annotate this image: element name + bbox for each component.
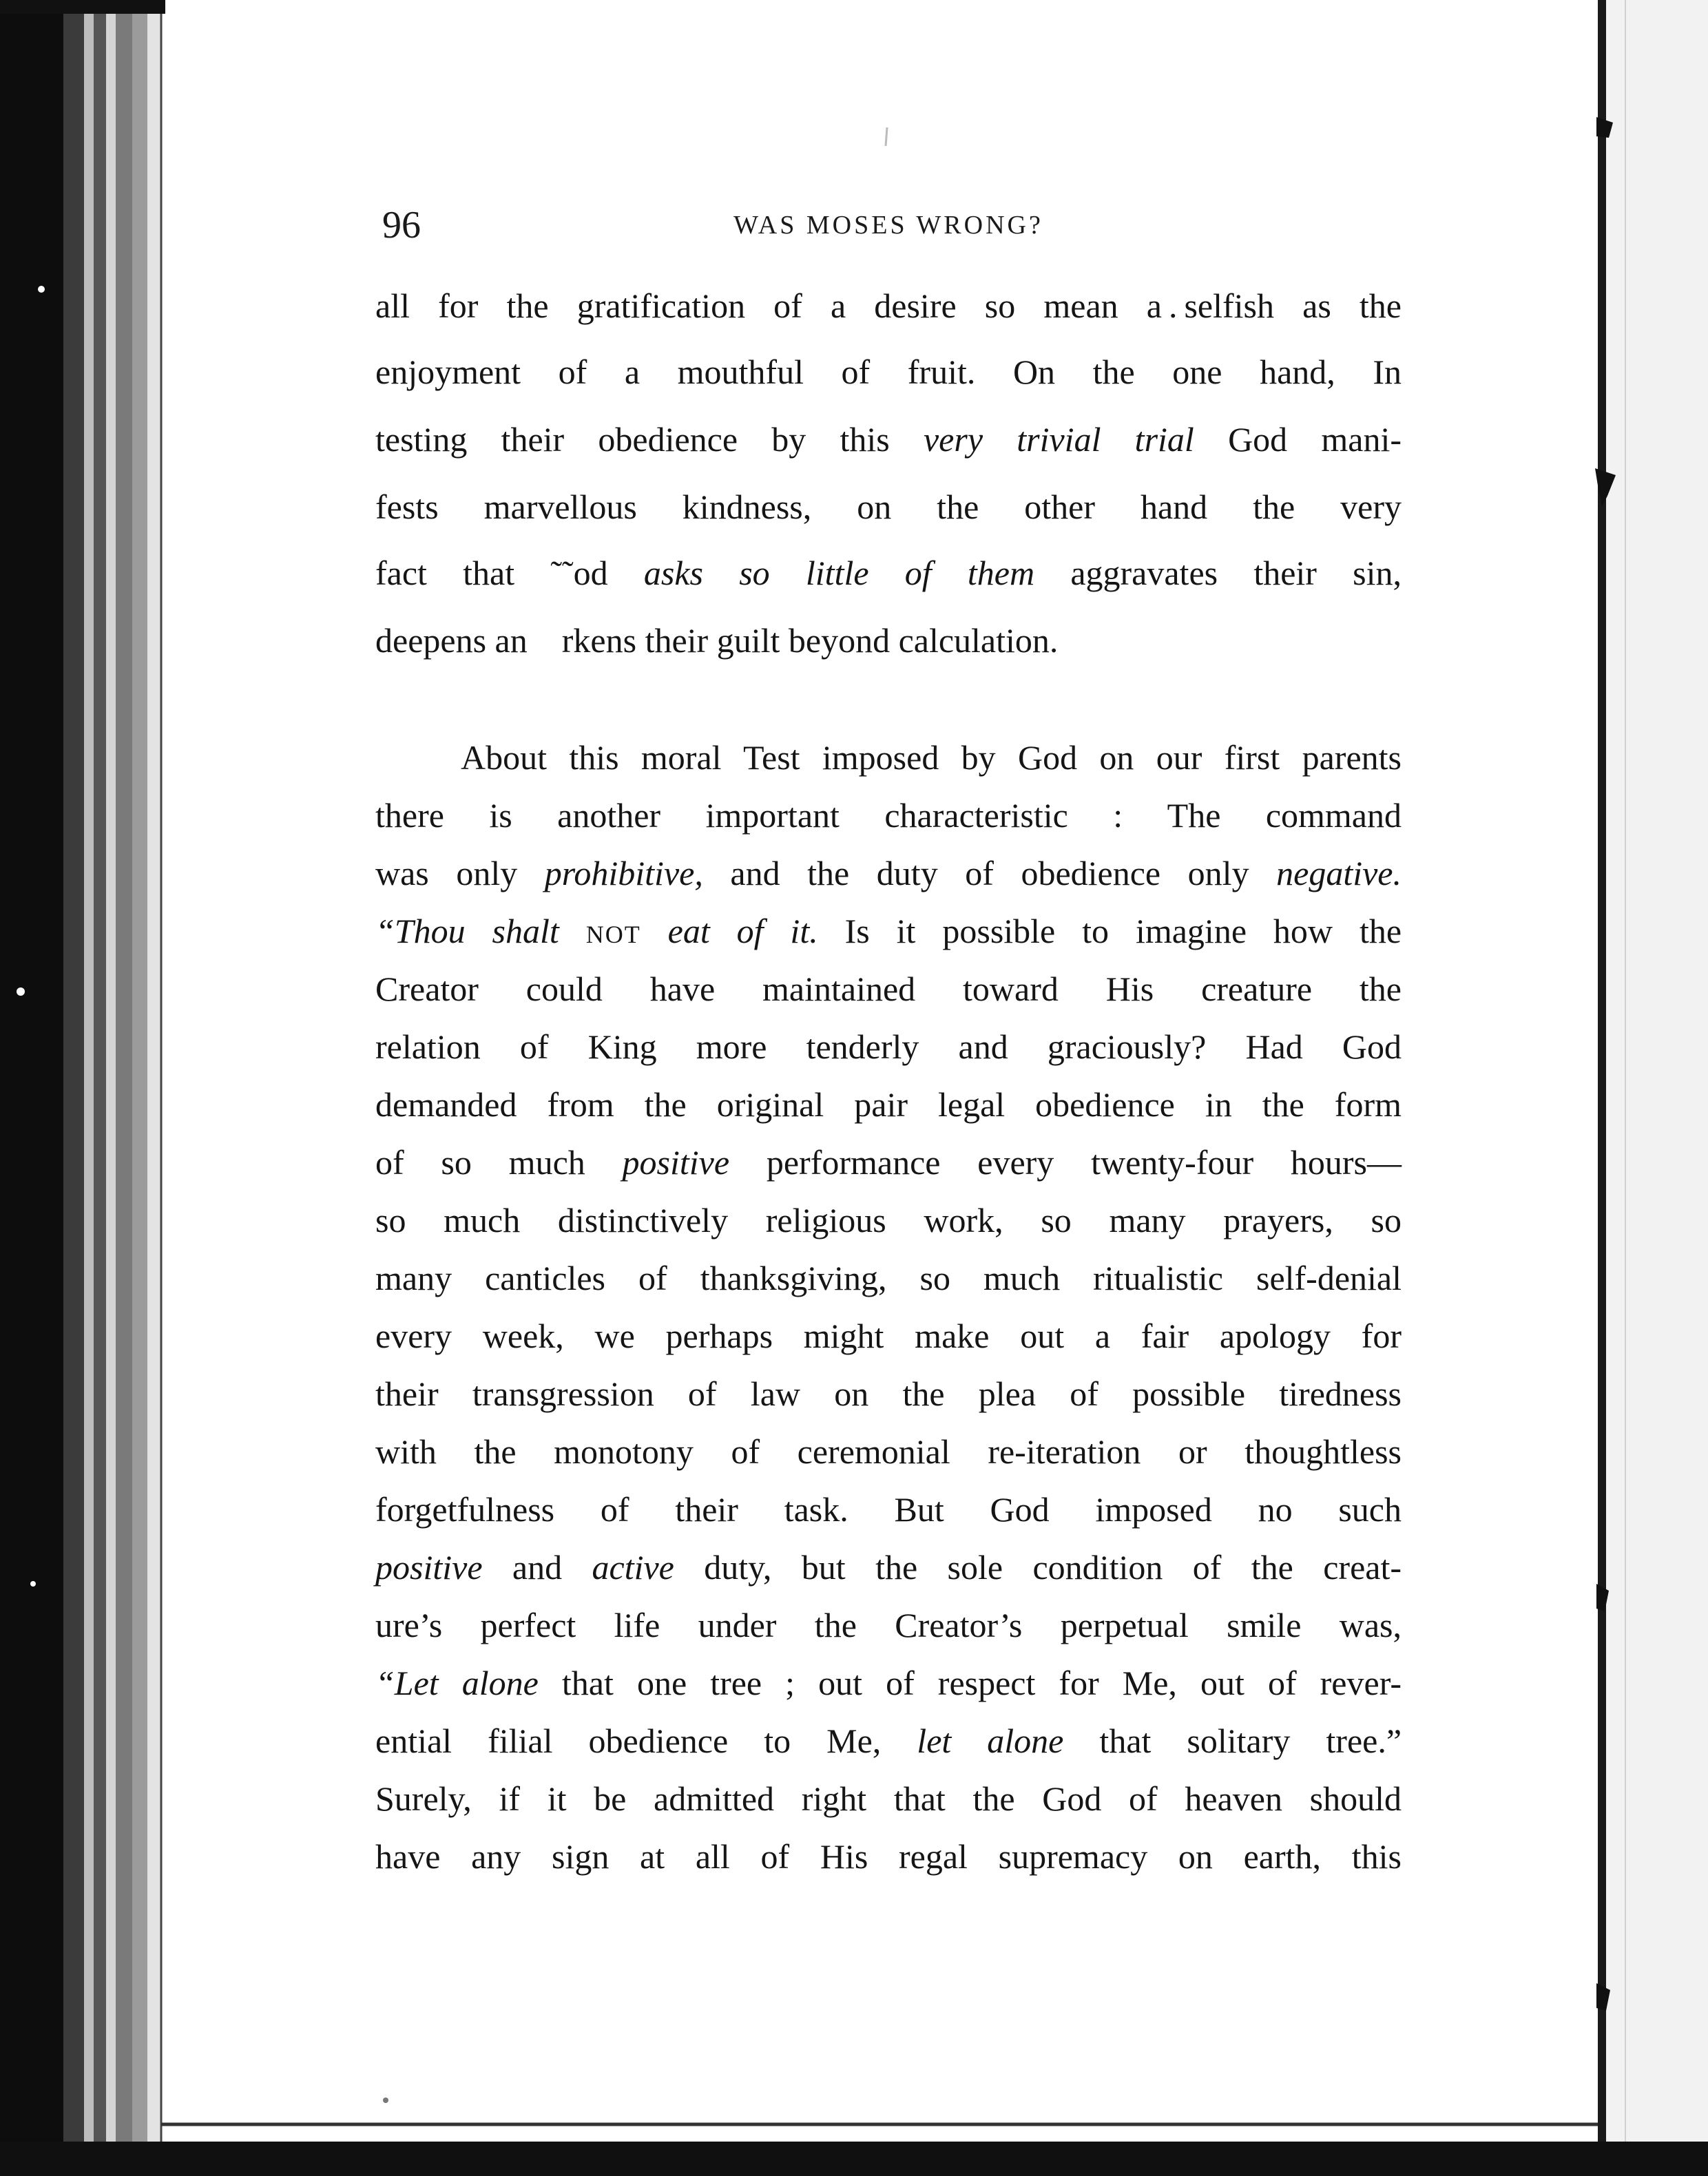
text-line: of so much positive performance every twenty-four hours—	[375, 1143, 1402, 1182]
text-line: was only prohibitive, and the duty of obedience only negative.	[375, 854, 1402, 892]
text-line: Surely, if it be admitted right that the God of heaven should	[375, 1779, 1402, 1818]
page-header	[375, 201, 1402, 249]
text-line: their transgression of law on the plea of possible tiredness	[375, 1374, 1402, 1413]
emphasis: asks so little of them	[643, 554, 1035, 592]
text-line: enjoyment of a mouthful of fruit. On the one hand, In	[375, 353, 1402, 391]
text-line: “Let alone that one tree ; out of respect for Me, out of rever-	[375, 1664, 1402, 1702]
text-line: with the monotony of ceremonial re-iteration or thoughtless	[375, 1432, 1402, 1471]
text-line: many canticles of thanksgiving, so much ritualistic self-denial	[375, 1259, 1402, 1297]
small-caps: NOT	[585, 921, 641, 948]
text-line: positive and active duty, but the sole condition of the creat-	[375, 1548, 1402, 1587]
text-line: so much distinctively religious work, so many prayers, so	[375, 1201, 1402, 1239]
text-line: forgetfulness of their task. But God imposed no such	[375, 1490, 1402, 1529]
emphasis: “Thou shalt	[375, 912, 559, 950]
text-line: every week, we perhaps might make out a fair apology for	[375, 1317, 1402, 1355]
text-line: fact that ˜˜od asks so little of them aggravates their sin,	[375, 554, 1402, 592]
text-line: About this moral Test imposed by God on our first parents	[461, 738, 1402, 777]
emphasis: prohibitive,	[544, 854, 703, 892]
text-line: fests marvellous kindness, on the other hand the very	[375, 488, 1402, 526]
text-line: testing their obedience by this very trivial trial God mani-	[375, 420, 1402, 459]
emphasis: negative.	[1276, 854, 1402, 892]
emphasis: let alone	[917, 1722, 1064, 1760]
emphasis: eat of it.	[667, 912, 818, 950]
text-line: deepens an rkens their guilt beyond calculation.	[375, 621, 1059, 660]
emphasis: “Let alone	[375, 1664, 539, 1702]
text-line: all for the gratification of a desire so mean a . selfish as the	[375, 286, 1402, 325]
text-line: have any sign at all of His regal supremacy on earth, this	[375, 1837, 1402, 1876]
text-line: ure’s perfect life under the Creator’s perpetual smile was,	[375, 1606, 1402, 1644]
text-line: “Thou shalt NOT eat of it. Is it possible to imagine how the	[375, 912, 1402, 950]
text-line: relation of King more tenderly and graciously? Had God	[375, 1027, 1402, 1066]
text-line: Creator could have maintained toward His creature the	[375, 970, 1402, 1008]
page-number: 96	[382, 204, 421, 247]
emphasis: positive	[375, 1548, 483, 1587]
text-line: there is another important characteristic : The command	[375, 796, 1402, 835]
emphasis: positive	[622, 1143, 730, 1182]
text-line: ential filial obedience to Me, let alone that solitary tree.”	[375, 1722, 1402, 1760]
running-head: WAS MOSES WRONG?	[733, 211, 1043, 240]
emphasis: active	[592, 1548, 674, 1587]
text-line: demanded from the original pair legal obedience in the form	[375, 1085, 1402, 1124]
emphasis: very trivial trial	[923, 420, 1194, 459]
